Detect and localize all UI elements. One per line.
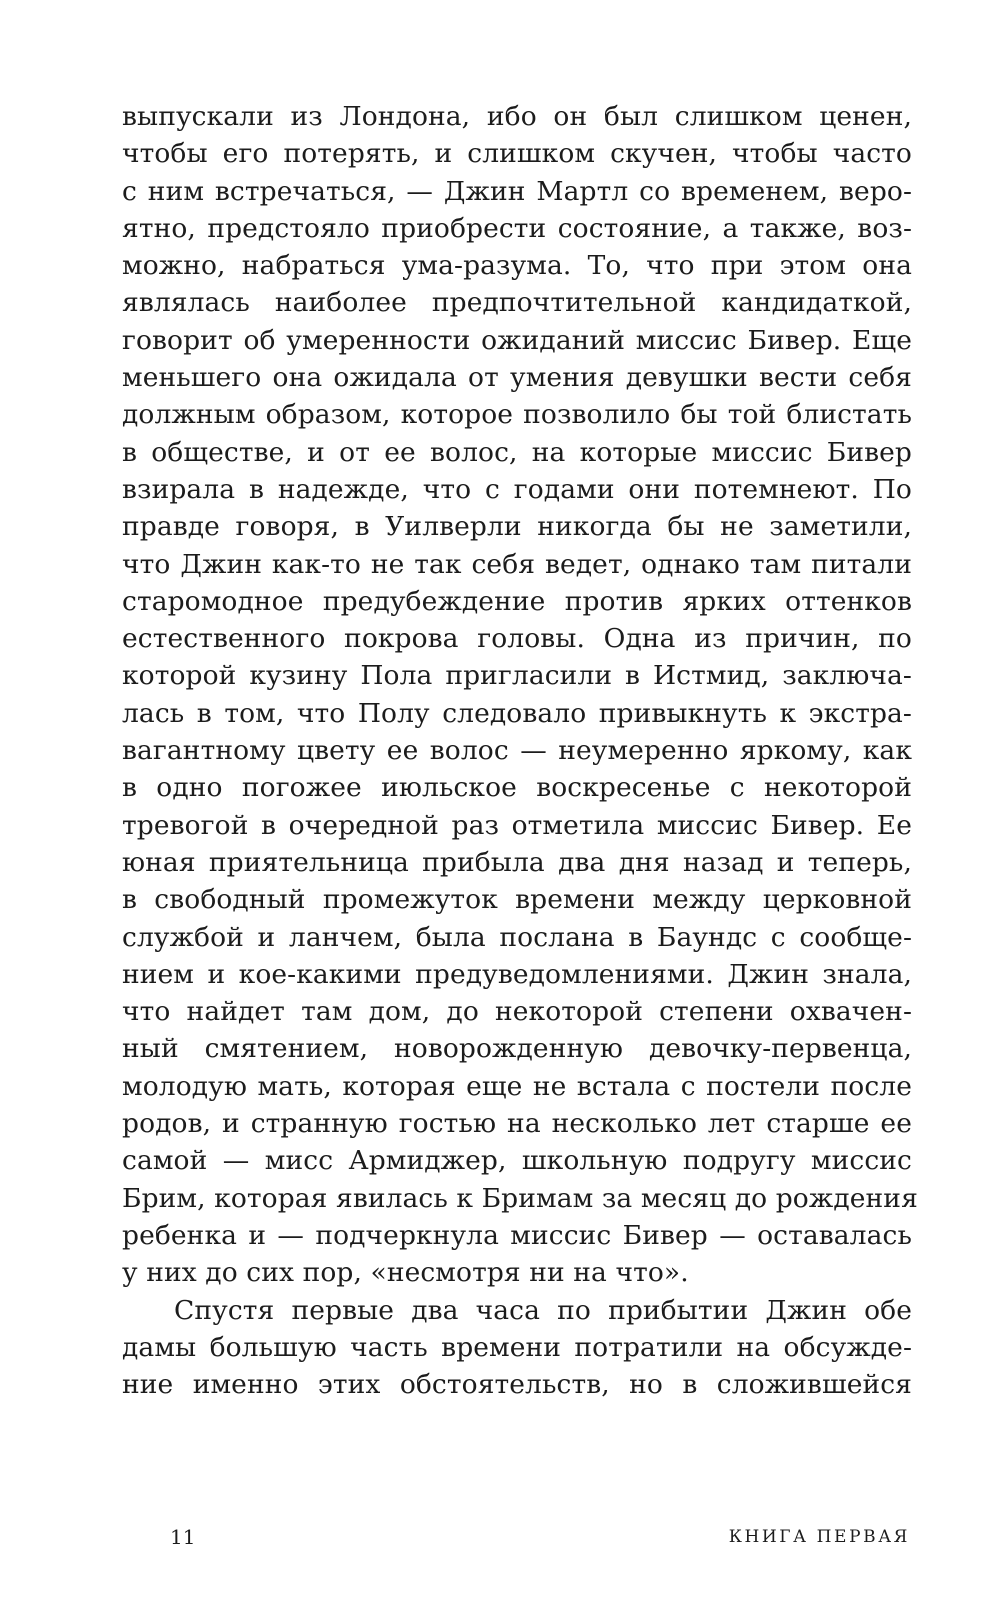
- text-line: юная приятельница прибыла два дня назад и теперь,: [122, 846, 912, 878]
- text-line: правде говоря, в Уилверли никогда бы не заметили,: [122, 511, 912, 543]
- text-line: тревогой в очередной раз отметила миссис Бивер. Ее: [122, 809, 912, 841]
- text-line: выпускали из Лондона, ибо он был слишком ценен,: [122, 101, 912, 132]
- text-line: естественного покрова головы. Одна из причин, по: [122, 623, 912, 655]
- text-line: ный смятением, новорожденную девочку-первенца,: [122, 1033, 912, 1065]
- text-line: взирала в надежде, что с годами они потемнеют. По: [122, 473, 912, 505]
- text-line: что найдет там дом, до некоторой степени охвачен-: [122, 996, 912, 1028]
- text-line: ние именно этих обстоятельств, но в сложившейся: [122, 1369, 912, 1401]
- text-line: ятно, предстояло приобрести состояние, а также, воз-: [122, 212, 912, 244]
- body-text: [122, 98, 918, 1403]
- text-line: ребенка и — подчеркнула миссис Бивер — оставалась: [122, 1219, 912, 1251]
- page-number: 11: [170, 1525, 196, 1549]
- text-line: нием и кое-какими предуведомлениями. Джин знала,: [122, 958, 912, 990]
- text-line: Брим, которая явилась к Бримам за месяц до рождения: [122, 1182, 918, 1214]
- running-head: КНИГА ПЕРВАЯ: [728, 1527, 910, 1547]
- text-line: у них до сих пор, «несмотря ни на что».: [122, 1257, 689, 1289]
- text-line: дамы большую часть времени потратили на обсужде-: [122, 1331, 912, 1363]
- text-line: самой — мисс Армиджер, школьную подругу миссис: [122, 1145, 912, 1177]
- text-line: родов, и странную гостью на несколько лет старше ее: [122, 1108, 912, 1140]
- text-line: в обществе, и от ее волос, на которые миссис Бивер: [122, 436, 912, 468]
- text-line: службой и ланчем, была послана в Баундс с сообще-: [122, 921, 912, 953]
- text-line: вагантному цвету ее волос — неумеренно яркому, как: [122, 735, 912, 767]
- text-line: лась в том, что Полу следовало привыкнуть к экстра-: [122, 697, 912, 729]
- text-line: являлась наиболее предпочтительной кандидаткой,: [122, 287, 912, 319]
- text-line: меньшего она ожидала от умения девушки вести себя: [122, 362, 912, 394]
- text-line: что Джин как-то не так себя ведет, однако там питали: [122, 548, 912, 580]
- text-line: которой кузину Пола пригласили в Истмид, заключа-: [122, 660, 912, 692]
- text-line: старомодное предубеждение против ярких оттенков: [122, 585, 912, 617]
- text-line: с ним встречаться, — Джин Мартл со временем, веро-: [122, 175, 912, 207]
- text-line: говорит об умеренности ожиданий миссис Бивер. Еще: [122, 324, 912, 356]
- paragraph: [122, 98, 918, 1292]
- text-line: чтобы его потерять, и слишком скучен, чтобы часто: [122, 138, 912, 170]
- text-line: Спустя первые два часа по прибытии Джин обе: [174, 1294, 912, 1326]
- text-line: можно, набраться ума-разума. То, что при этом она: [122, 250, 912, 282]
- text-line: должным образом, которое позволило бы той блистать: [122, 399, 912, 431]
- paragraph: [122, 1292, 912, 1404]
- text-line: молодую мать, которая еще не встала с постели после: [122, 1070, 912, 1102]
- text-line: в одно погожее июльское воскресенье с некоторой: [122, 772, 912, 804]
- text-line: в свободный промежуток времени между церковной: [122, 884, 912, 916]
